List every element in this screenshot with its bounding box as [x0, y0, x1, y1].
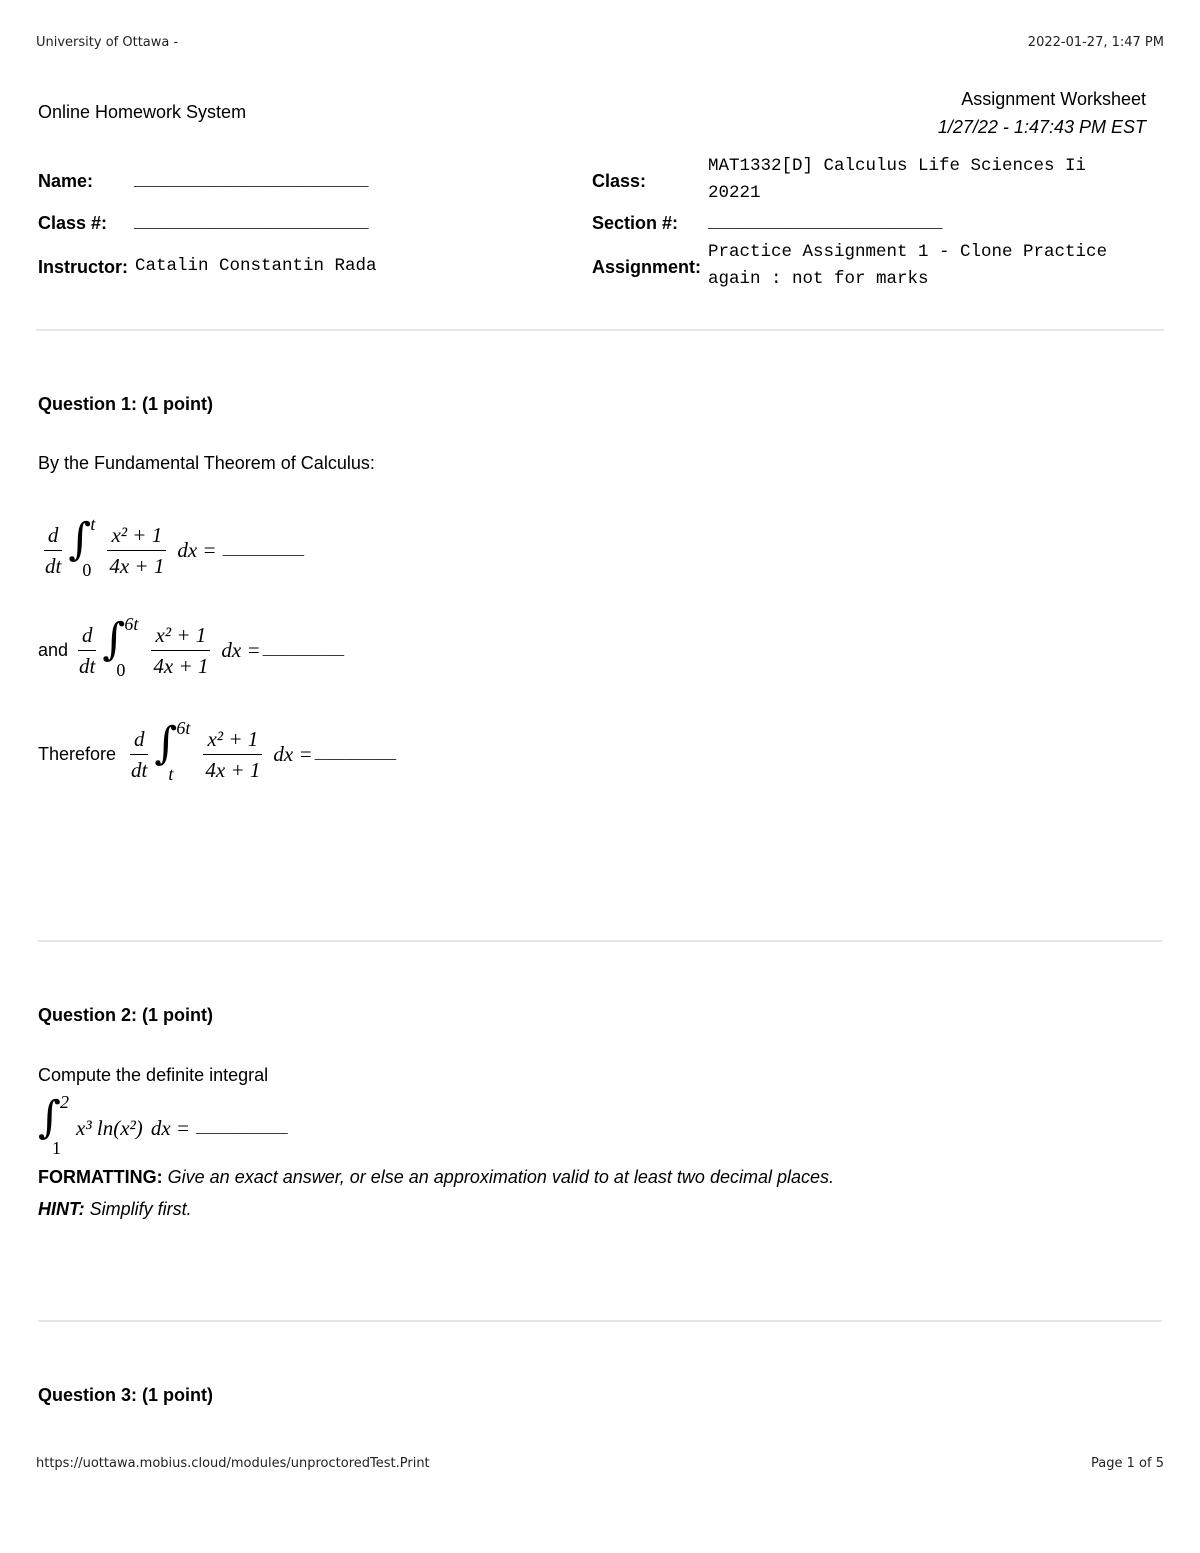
system-title: Online Homework System	[38, 102, 247, 122]
integrand-fraction	[201, 726, 264, 783]
formatting-text: Give an exact answer, or else an approximation valid to at least two decimal places.	[167, 1167, 834, 1187]
section-label: Section #:	[592, 213, 679, 233]
ddt-fraction	[127, 726, 151, 783]
instructor-label: Instructor:	[38, 257, 128, 277]
answer-blank-1: ________	[222, 540, 305, 560]
integral-lower: 0	[116, 660, 126, 680]
question-3-heading: Question 3: (1 point)	[38, 1385, 213, 1405]
integral-upper: 6t	[176, 718, 191, 738]
ddt-fraction	[41, 522, 65, 579]
print-footer-url: https://uottawa.mobius.cloud/modules/unproctoredTest.Print	[36, 1456, 430, 1471]
integral-upper: 2	[60, 1092, 69, 1112]
integrand-fraction	[149, 622, 212, 679]
question-2-divider	[38, 1320, 1162, 1322]
ddt-numerator: d	[44, 522, 63, 551]
question-2-heading: Question 2: (1 point)	[38, 1005, 213, 1025]
question-1-intro: By the Fundamental Theorem of Calculus:	[38, 453, 375, 473]
class-value-line1: MAT1332[D] Calculus Life Sciences Ii	[708, 156, 1087, 176]
print-header-left: University of Ottawa -	[36, 35, 179, 50]
worksheet-timestamp: 1/27/22 - 1:47:43 PM EST	[937, 117, 1146, 137]
ddt-denominator: dt	[131, 757, 148, 782]
q1-expression-1	[38, 514, 305, 580]
integral-sign: ∫ t 0	[68, 514, 96, 580]
formatting-label: FORMATTING:	[38, 1167, 163, 1187]
integrand-numerator: x² + 1	[203, 726, 262, 755]
assignment-value-line2: again : not for marks	[708, 269, 929, 289]
class-value-line2: 20221	[708, 183, 761, 203]
answer-blank-2: ________	[262, 640, 345, 660]
integrand-denominator: 4x + 1	[205, 757, 261, 782]
q1-expression-3	[38, 718, 397, 784]
class-value	[708, 153, 1086, 207]
assignment-value	[708, 239, 1107, 293]
name-field: _______________________	[134, 172, 369, 191]
instructor-value: Catalin Constantin Rada	[135, 256, 377, 276]
integral-sign: ∫ 6t t	[154, 718, 191, 784]
question-1-heading: Question 1: (1 point)	[38, 394, 213, 414]
worksheet-title: Assignment Worksheet	[961, 89, 1146, 109]
header-divider	[36, 329, 1164, 331]
integral-sign: ∫ 6t 0	[102, 614, 139, 680]
integral-lower: 1	[52, 1138, 61, 1158]
answer-blank: _________	[196, 1118, 288, 1138]
therefore-label: Therefore	[38, 743, 117, 764]
integral-lower: t	[168, 764, 174, 784]
integrand-denominator: 4x + 1	[153, 653, 209, 678]
dx-equals: dx =	[177, 537, 217, 562]
ddt-denominator: dt	[45, 553, 62, 578]
name-label: Name:	[38, 171, 94, 191]
dx-equals: dx =	[273, 741, 313, 766]
integral-lower: 0	[82, 560, 92, 580]
question-1-divider	[38, 940, 1162, 942]
formatting-note	[38, 1167, 834, 1188]
dx-equals: dx =	[221, 637, 261, 662]
question-2-intro: Compute the definite integral	[38, 1065, 269, 1085]
dx-equals: dx =	[150, 1115, 191, 1140]
ddt-numerator: d	[130, 726, 149, 755]
integrand-numerator: x² + 1	[151, 622, 210, 651]
assignment-label: Assignment:	[592, 257, 702, 277]
ddt-denominator: dt	[79, 653, 96, 678]
hint-text: Simplify first.	[89, 1199, 192, 1219]
class-label: Class:	[592, 171, 647, 191]
integrand-denominator: 4x + 1	[109, 553, 165, 578]
ddt-fraction	[75, 622, 99, 679]
integrand-numerator: x² + 1	[107, 522, 166, 551]
integral-sign: ∫ 2 1	[38, 1092, 69, 1158]
assignment-value-line1: Practice Assignment 1 - Clone Practice	[708, 242, 1108, 262]
section-field: _______________________	[708, 214, 943, 233]
class-number-field: _______________________	[134, 214, 369, 233]
q1-expression-2	[38, 614, 345, 680]
class-number-label: Class #:	[38, 213, 108, 233]
integral-upper: 6t	[124, 614, 139, 634]
print-header-right: 2022-01-27, 1:47 PM	[1027, 35, 1164, 50]
and-label: and	[38, 639, 69, 660]
q2-expression	[38, 1092, 288, 1158]
ddt-numerator: d	[78, 622, 97, 651]
hint-label: HINT:	[38, 1199, 85, 1219]
answer-blank-3: ________	[314, 744, 397, 764]
print-footer-page: Page 1 of 5	[1091, 1456, 1164, 1471]
integral-upper: t	[90, 514, 96, 534]
integrand: x³ ln(x²)	[76, 1115, 143, 1140]
integrand-fraction	[105, 522, 168, 579]
hint-note	[38, 1199, 192, 1220]
